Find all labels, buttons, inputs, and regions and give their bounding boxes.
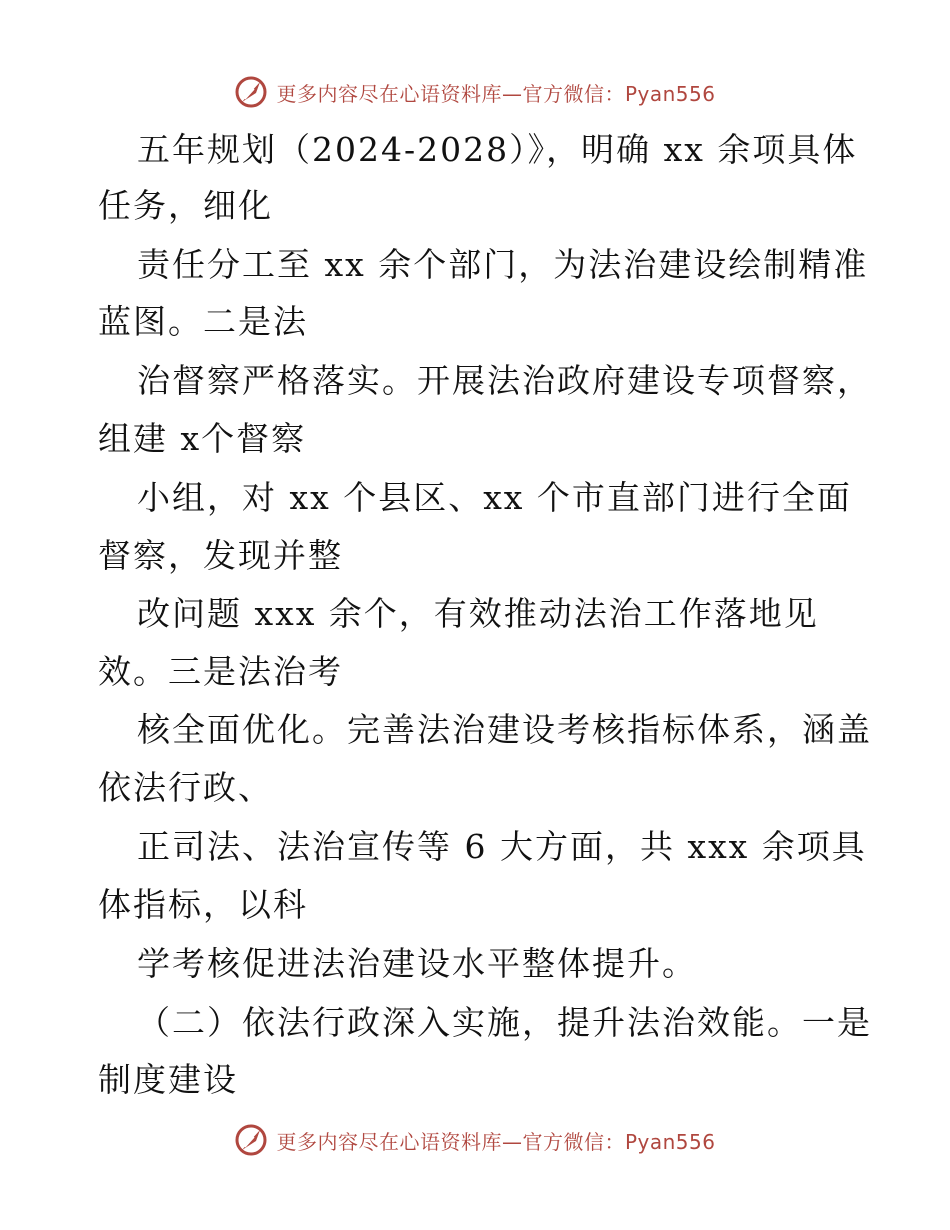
feather-pen-circle-icon <box>234 75 268 109</box>
body-line: （二）依法行政深入实施，提升法治效能。一是 <box>137 1003 872 1042</box>
body-line: 制度建设 <box>98 1060 238 1099</box>
body-line: 督察，发现并整 <box>98 536 343 575</box>
body-line: 学考核促进法治建设水平整体提升。 <box>137 944 697 983</box>
watermark-text: 更多内容尽在心语资料库—官方微信：Pyan556 <box>276 1129 716 1154</box>
body-line: 小组，对 xx 个县区、xx 个市直部门进行全面 <box>137 478 852 517</box>
body-line: 依法行政、 <box>98 768 273 807</box>
feather-pen-circle-icon <box>234 1123 268 1157</box>
body-line: 体指标，以科 <box>98 885 308 924</box>
body-line: 核全面优化。完善法治建设考核指标体系，涵盖 <box>137 710 872 749</box>
body-line: 改问题 xxx 余个，有效推动法治工作落地见 <box>137 594 819 633</box>
body-line: 蓝图。二是法 <box>98 302 308 341</box>
header-watermark <box>0 72 950 112</box>
body-line: 任务，细化 <box>98 186 273 225</box>
body-line: 治督察严格落实。开展法治政府建设专项督察， <box>137 361 872 400</box>
body-line: 组建 x个督察 <box>98 419 307 458</box>
footer-watermark <box>0 1120 950 1160</box>
body-line: 五年规划（2024-2028）》，明确 xx 余项具体 <box>137 130 858 169</box>
body-line: 正司法、法治宣传等 6 大方面，共 xxx 余项具 <box>137 827 867 866</box>
body-line: 效。三是法治考 <box>98 652 343 691</box>
body-line: 责任分工至 xx 余个部门，为法治建设绘制精准 <box>137 245 869 284</box>
watermark-text: 更多内容尽在心语资料库—官方微信：Pyan556 <box>276 81 716 106</box>
